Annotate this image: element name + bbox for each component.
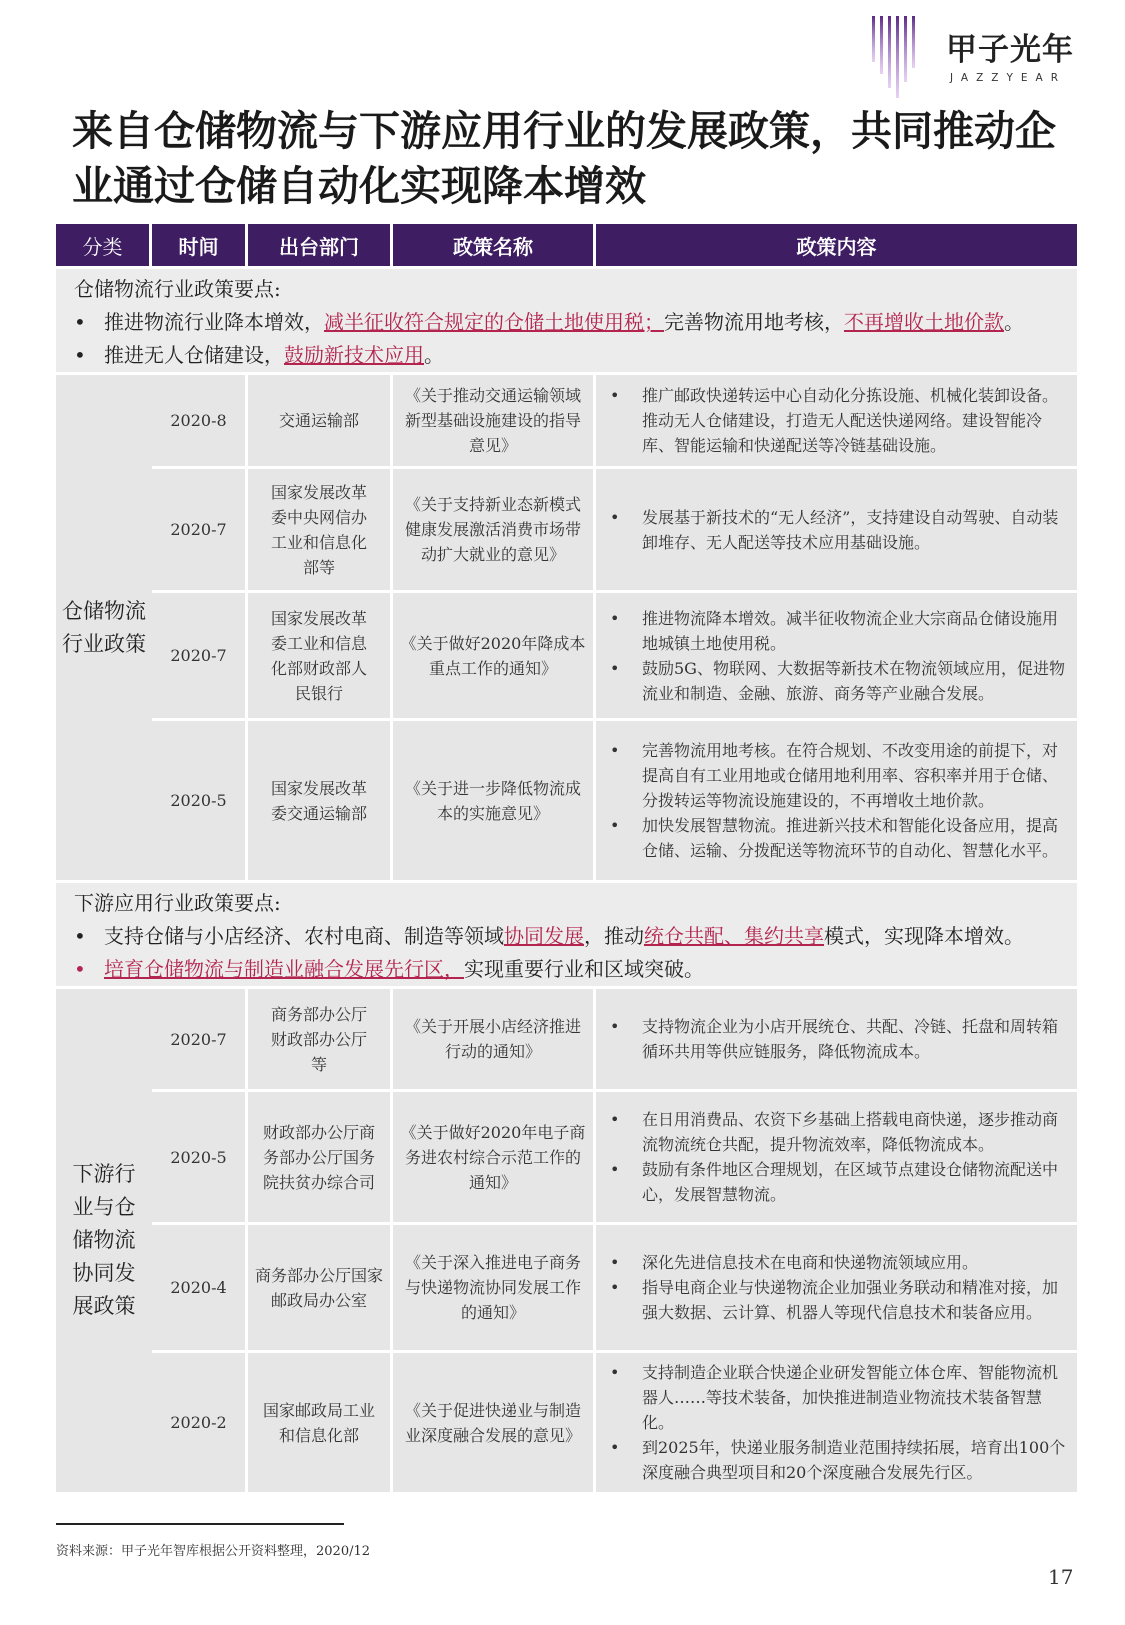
- section2-note-title: 下游应用行业政策要点:: [74, 891, 281, 915]
- bullet-icon: •: [74, 957, 86, 981]
- highlight-text: 统仓共配、集约共享: [644, 924, 824, 948]
- section1-note-line1: • 推进物流行业降本增效，减半征收符合规定的仓储土地使用税；完善物流用地考核，不再增收土地价款。: [74, 306, 1059, 339]
- row-department: 财政部办公厅商务部办公厅国务院扶贫办综合司: [248, 1092, 390, 1222]
- content-item: • 深化先进信息技术在电商和快递物流领域应用。: [610, 1253, 979, 1272]
- row-department: 商务部办公厅国家邮政局办公室: [248, 1225, 390, 1350]
- content-item: • 鼓励5G、物联网、大数据等新技术在物流领域应用，促进物流业和制造、金融、旅游、商务等产业融合发展。: [610, 658, 1065, 703]
- highlight-text: 鼓励新技术应用: [284, 343, 424, 367]
- highlight-text: 不再增收土地价款: [844, 310, 1004, 334]
- row-department: 国家邮政局工业和信息化部: [248, 1353, 390, 1492]
- highlight-text: 减半征收符合规定的仓储土地使用税；: [324, 310, 664, 334]
- content-item: • 推进物流降本增效。减半征收物流企业大宗商品仓储设施用地城镇土地使用税。: [610, 608, 1059, 653]
- content-item: • 发展基于新技术的“无人经济”，支持建设自动驾驶、自动装卸堆存、无人配送等技术应用基础设施。: [610, 507, 1059, 552]
- row-policy-name: 《关于开展小店经济推进行动的通知》: [393, 989, 593, 1089]
- header-policy-content: 政策内容: [596, 224, 1077, 266]
- row-department: 国家发展改革委中央网信办工业和信息化部等: [248, 469, 390, 590]
- content-item: • 在日用消费品、农资下乡基础上搭载电商快递，逐步推动商流物流统仓共配，提升物流效率，降低物流成本。: [610, 1110, 1059, 1154]
- content-item: • 到2025年，快递业服务制造业范围持续拓展，培育出100个深度融合典型项目和20个深度融合发展先行区。: [610, 1438, 1066, 1482]
- row-date: 2020-5: [152, 721, 245, 880]
- content-item: • 支持制造企业联合快递企业研发智能立体仓库、智能物流机器人……等技术装备，加快推进制造业物流技术装备智慧化。: [610, 1363, 1059, 1432]
- header-date: 时间: [152, 224, 245, 266]
- section2-note: [56, 883, 1077, 986]
- section1-note: [56, 269, 1077, 372]
- content-item: • 鼓励有条件地区合理规划，在区域节点建设仓储物流配送中心，发展智慧物流。: [610, 1160, 1059, 1204]
- section2-note-line1: • 支持仓储与小店经济、农村电商、制造等领域协同发展，推动统仓共配、集约共享模式，实现降本增效。: [74, 920, 1059, 953]
- section2-category: 下游行业与仓储物流协同发展政策: [56, 989, 152, 1492]
- row-policy-name: 《关于做好2020年电子商务进农村综合示范工作的通知》: [393, 1092, 593, 1222]
- row-policy-content: [596, 989, 1077, 1089]
- content-item: • 完善物流用地考核。在符合规划、不改变用途的前提下，对提高自有工业用地或仓储用地利用率、容积率并用于仓储、分拨转运等物流设施建设的，不再增收土地价款。: [610, 741, 1059, 810]
- content-item: • 加快发展智慧物流。推进新兴技术和智能化设备应用，提高仓储、运输、分拨配送等物流环节的自动化、智慧化水平。: [610, 816, 1059, 860]
- header-department: 出台部门: [248, 224, 390, 266]
- row-department: 国家发展改革委工业和信息化部财政部人民银行: [248, 593, 390, 718]
- row-policy-name: 《关于支持新业态新模式健康发展激活消费市场带动扩大就业的意见》: [393, 469, 593, 590]
- row-policy-name: 《关于促进快递业与制造业深度融合发展的意见》: [393, 1353, 593, 1492]
- logo-bars-icon: [868, 12, 928, 98]
- row-date: 2020-2: [152, 1353, 245, 1492]
- row-date: 2020-7: [152, 989, 245, 1089]
- row-policy-content: [596, 1225, 1077, 1350]
- row-policy-content: [596, 1353, 1077, 1492]
- row-department: 交通运输部: [248, 375, 390, 466]
- row-policy-content: [596, 721, 1077, 880]
- content-item: • 指导电商企业与快递物流企业加强业务联动和精准对接，加强大数据、云计算、机器人等现代信息技术和装备应用。: [610, 1278, 1059, 1322]
- brand-name-cn: 甲子光年: [946, 32, 1074, 68]
- row-policy-name: 《关于推动交通运输领域新型基础设施建设的指导意见》: [393, 375, 593, 466]
- row-date: 2020-7: [152, 469, 245, 590]
- row-policy-name: 《关于进一步降低物流成本的实施意见》: [393, 721, 593, 880]
- bullet-icon: •: [74, 924, 86, 948]
- footer-divider: [56, 1523, 344, 1525]
- highlight-text: 培育仓储物流与制造业融合发展先行区，: [104, 957, 464, 981]
- header-category: 分类: [56, 224, 149, 266]
- bullet-icon: •: [74, 310, 86, 334]
- bullet-icon: •: [74, 343, 86, 367]
- page-title: 来自仓储物流与下游应用行业的发展政策，共同推动企业通过仓储自动化实现降本增效: [72, 107, 1056, 210]
- row-policy-content: [596, 469, 1077, 590]
- highlight-text: 协同发展: [504, 924, 584, 948]
- content-item: • 推广邮政快递转运中心自动化分拣设施、机械化装卸设备。推动无人仓储建设，打造无人配送快递网络。建设智能冷库、智能运输和快递配送等冷链基础设施。: [610, 386, 1059, 455]
- row-date: 2020-4: [152, 1225, 245, 1350]
- row-policy-name: 《关于做好2020年降成本重点工作的通知》: [393, 593, 593, 718]
- section1-note-title: 仓储物流行业政策要点:: [74, 277, 281, 301]
- brand-logo: [868, 12, 1088, 98]
- row-policy-content: [596, 375, 1077, 466]
- header-policy-name: 政策名称: [393, 224, 593, 266]
- section1-note-line2: • 推进无人仓储建设，鼓励新技术应用。: [74, 339, 1059, 372]
- row-department: 国家发展改革委交通运输部: [248, 721, 390, 880]
- brand-name-en: JAZZYEAR: [950, 72, 1067, 84]
- content-item: • 支持物流企业为小店开展统仓、共配、冷链、托盘和周转箱循环共用等供应链服务，降低物流成本。: [610, 1017, 1059, 1061]
- section1-category: 仓储物流行业政策: [56, 375, 152, 880]
- row-date: 2020-8: [152, 375, 245, 466]
- row-date: 2020-7: [152, 593, 245, 718]
- row-department: 商务部办公厅财政部办公厅等: [248, 989, 390, 1089]
- section2-note-line2: • 培育仓储物流与制造业融合发展先行区，实现重要行业和区域突破。: [74, 953, 1059, 986]
- source-note: 资料来源：甲子光年智库根据公开资料整理，2020/12: [56, 1544, 371, 1559]
- page-number: 17: [1048, 1565, 1074, 1589]
- row-date: 2020-5: [152, 1092, 245, 1222]
- row-policy-name: 《关于深入推进电子商务与快递物流协同发展工作的通知》: [393, 1225, 593, 1350]
- row-policy-content: [596, 593, 1077, 718]
- row-policy-content: [596, 1092, 1077, 1222]
